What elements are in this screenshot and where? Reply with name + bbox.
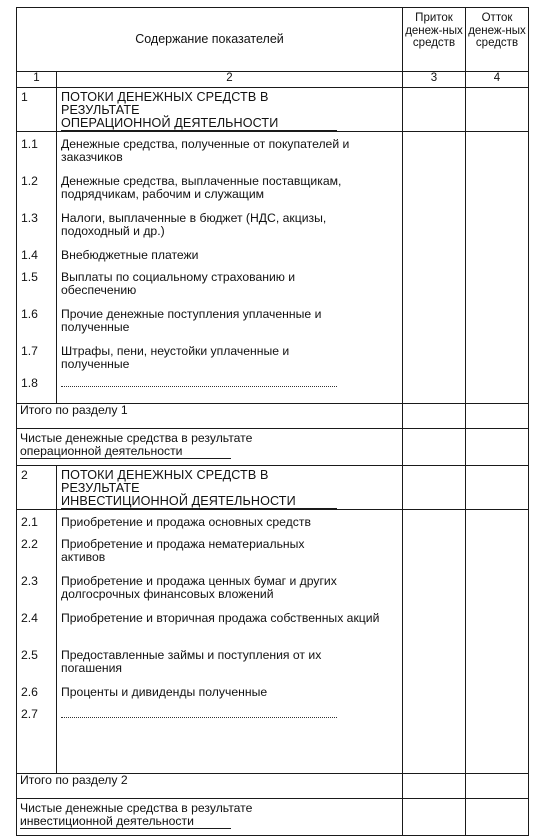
outflow-cell bbox=[466, 132, 529, 404]
outflow-cell bbox=[466, 510, 529, 774]
item-text-blank bbox=[61, 377, 391, 395]
item-text: Налоги, выплаченные в бюджет (НДС, акцизы, подоходный и др.) bbox=[61, 211, 327, 238]
section-number: 1 bbox=[17, 88, 57, 132]
item-text: Приобретение и продажа нематериальных активов bbox=[61, 537, 305, 564]
dotted-line bbox=[61, 708, 337, 718]
section-title-line2: ОПЕРАЦИОННОЙ ДЕЯТЕЛЬНОСТИ bbox=[61, 117, 337, 131]
header-row bbox=[17, 8, 529, 72]
outflow-cell bbox=[466, 429, 529, 466]
item-number: 2.2 bbox=[21, 537, 38, 551]
section-title bbox=[57, 466, 403, 510]
item-number-column bbox=[17, 132, 57, 404]
item-text-column bbox=[57, 132, 403, 404]
item-number: 1.5 bbox=[21, 270, 38, 284]
item-text: Приобретение и вторичная продажа собственных акций bbox=[61, 611, 380, 625]
col-number-2: 2 bbox=[57, 72, 403, 88]
inflow-cell bbox=[403, 774, 466, 799]
col-number-1: 1 bbox=[17, 72, 57, 88]
item-number: 1.2 bbox=[21, 174, 38, 188]
total-label: Итого по разделу 1 bbox=[17, 404, 403, 429]
inflow-cell bbox=[403, 799, 466, 836]
col-number-4: 4 bbox=[466, 72, 529, 88]
section-1-total bbox=[17, 404, 529, 429]
net-label bbox=[17, 799, 403, 836]
section-2-header bbox=[17, 466, 529, 510]
section-1-header bbox=[17, 88, 529, 132]
item-number-column bbox=[17, 510, 57, 774]
item-number: 2.1 bbox=[21, 515, 38, 529]
dotted-line bbox=[61, 377, 337, 387]
item-text: Выплаты по социальному страхованию и обеспечению bbox=[61, 270, 296, 297]
item-number: 2.4 bbox=[21, 611, 38, 625]
net-label bbox=[17, 429, 403, 466]
outflow-cell bbox=[466, 404, 529, 429]
section-title-line2: ИНВЕСТИЦИОННОЙ ДЕЯТЕЛЬНОСТИ bbox=[61, 495, 337, 509]
section-1-net bbox=[17, 429, 529, 466]
item-number: 1.8 bbox=[21, 376, 38, 390]
net-label-line1: Чистые денежные средства в результате bbox=[20, 801, 253, 815]
cash-flow-table bbox=[16, 7, 529, 836]
inflow-cell bbox=[403, 132, 466, 404]
item-text: Приобретение и продажа основных средств bbox=[61, 515, 311, 529]
inflow-cell bbox=[403, 88, 466, 132]
outflow-cell bbox=[466, 774, 529, 799]
item-number: 2.5 bbox=[21, 648, 38, 662]
item-text: Предоставленные займы и поступления от их погашения bbox=[61, 648, 322, 675]
item-text: Проценты и дивиденды полученные bbox=[61, 685, 268, 699]
outflow-cell bbox=[466, 466, 529, 510]
item-number: 2.7 bbox=[21, 707, 38, 721]
net-label-line2: операционной деятельности bbox=[20, 445, 231, 459]
col-number-3: 3 bbox=[403, 72, 466, 88]
item-number: 1.7 bbox=[21, 344, 38, 358]
item-number: 1.6 bbox=[21, 307, 38, 321]
net-label-line1: Чистые денежные средства в результате bbox=[20, 431, 253, 445]
item-text: Внебюджетные платежи bbox=[61, 248, 199, 262]
section-2-net bbox=[17, 799, 529, 836]
outflow-header: Отток денеж-ных средств bbox=[466, 8, 529, 72]
section-title bbox=[57, 88, 403, 132]
item-text: Денежные средства, выплаченные поставщикам, подрядчикам, рабочим и служащим bbox=[61, 174, 342, 201]
item-number: 2.3 bbox=[21, 574, 38, 588]
item-number: 1.1 bbox=[21, 137, 38, 151]
inflow-cell bbox=[403, 466, 466, 510]
outflow-cell bbox=[466, 799, 529, 836]
item-text: Прочие денежные поступления уплаченные и полученные bbox=[61, 307, 322, 334]
item-number: 1.3 bbox=[21, 211, 38, 225]
net-label-line2: инвестиционной деятельности bbox=[20, 815, 231, 829]
item-number: 1.4 bbox=[21, 248, 38, 262]
section-title-line1: ПОТОКИ ДЕНЕЖНЫХ СРЕДСТВ В РЕЗУЛЬТАТЕ bbox=[61, 90, 269, 117]
item-number: 2.6 bbox=[21, 685, 38, 699]
item-text: Денежные средства, полученные от покупателей и заказчиков bbox=[61, 137, 350, 164]
section-1-items bbox=[17, 132, 529, 404]
inflow-cell bbox=[403, 404, 466, 429]
section-2-total bbox=[17, 774, 529, 799]
section-2-items bbox=[17, 510, 529, 774]
section-title-line1: ПОТОКИ ДЕНЕЖНЫХ СРЕДСТВ В РЕЗУЛЬТАТЕ bbox=[61, 468, 269, 495]
item-text: Штрафы, пени, неустойки уплаченные и полученные bbox=[61, 344, 290, 371]
inflow-cell bbox=[403, 510, 466, 774]
outflow-cell bbox=[466, 88, 529, 132]
total-label: Итого по разделу 2 bbox=[17, 774, 403, 799]
inflow-header: Приток денеж-ных средств bbox=[403, 8, 466, 72]
column-number-row bbox=[17, 72, 529, 88]
item-text-blank bbox=[61, 708, 401, 726]
inflow-cell bbox=[403, 429, 466, 466]
item-text: Приобретение и продажа ценных бумаг и других долгосрочных финансовых вложений bbox=[61, 574, 337, 601]
item-text-column bbox=[57, 510, 403, 774]
section-number: 2 bbox=[17, 466, 57, 510]
content-header: Содержание показателей bbox=[17, 8, 403, 72]
